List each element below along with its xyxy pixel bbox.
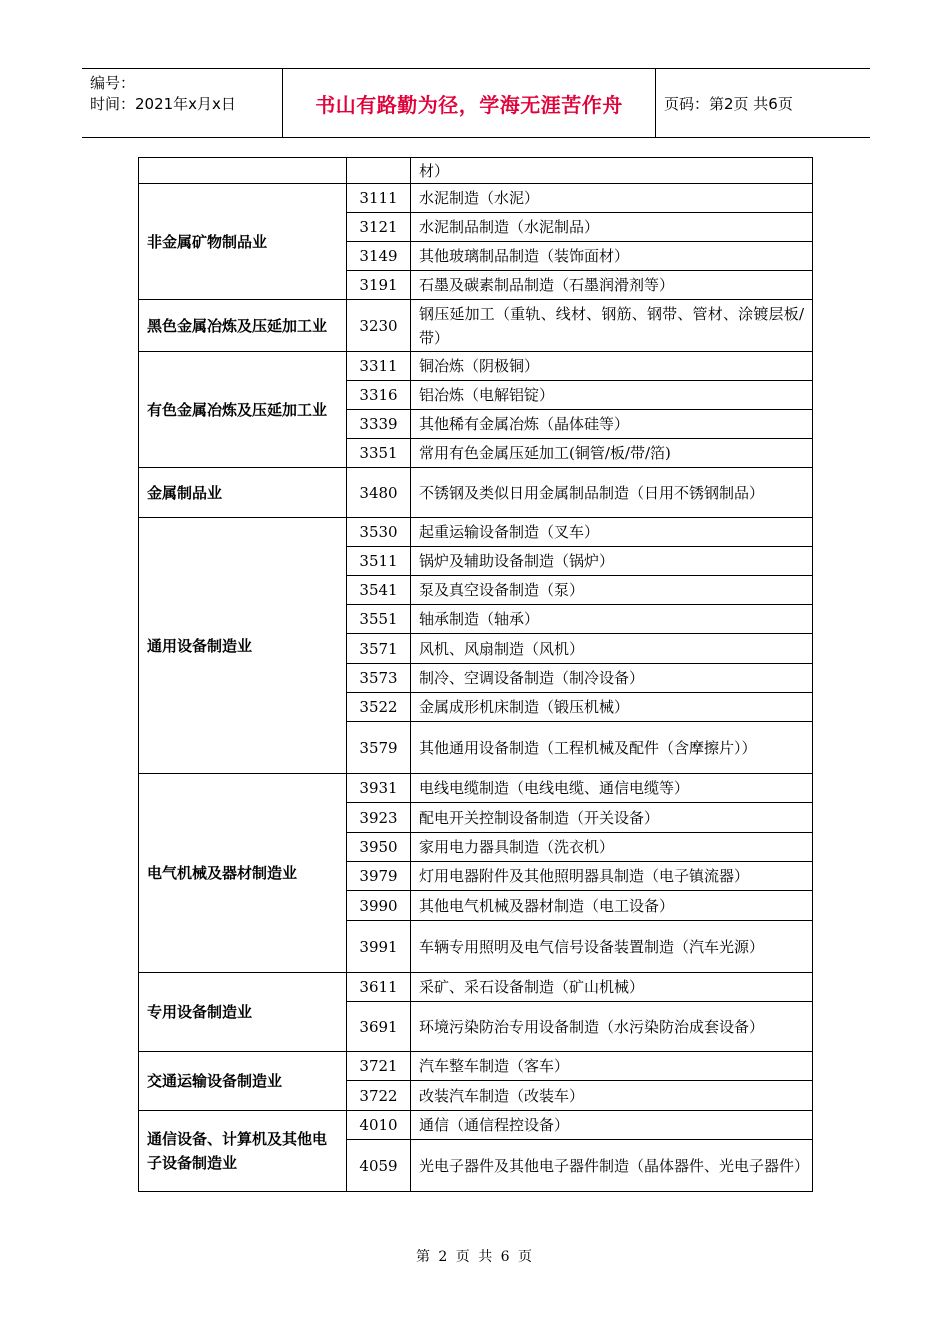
description-cell: 铝冶炼（电解铝锭）	[411, 381, 813, 410]
category-cell: 通用设备制造业	[139, 518, 347, 774]
description-cell: 其他稀有金属冶炼（晶体硅等）	[411, 410, 813, 439]
category-cell: 金属制品业	[139, 468, 347, 518]
description-cell: 起重运输设备制造（叉车）	[411, 518, 813, 547]
description-cell: 其他电气机械及器材制造（电工设备）	[411, 891, 813, 921]
description-cell: 制冷、空调设备制造（制冷设备）	[411, 664, 813, 693]
category-cell: 有色金属冶炼及压延加工业	[139, 352, 347, 468]
code-cell: 3721	[347, 1052, 411, 1081]
code-cell: 3149	[347, 242, 411, 271]
code-cell: 3530	[347, 518, 411, 547]
category-cell: 专用设备制造业	[139, 973, 347, 1052]
code-cell: 4059	[347, 1140, 411, 1192]
code-cell: 3571	[347, 634, 411, 664]
code-cell: 3722	[347, 1081, 411, 1111]
category-cell: 黑色金属冶炼及压延加工业	[139, 300, 347, 352]
code-cell: 3551	[347, 605, 411, 634]
code-cell: 3522	[347, 693, 411, 722]
description-cell: 锅炉及辅助设备制造（锅炉）	[411, 547, 813, 576]
code-cell: 3191	[347, 271, 411, 300]
code-cell: 3611	[347, 973, 411, 1002]
description-cell: 环境污染防治专用设备制造（水污染防治成套设备）	[411, 1002, 813, 1052]
description-cell: 采矿、采石设备制造（矿山机械）	[411, 973, 813, 1002]
number-label: 编号：	[90, 74, 136, 92]
description-cell: 泵及真空设备制造（泵）	[411, 576, 813, 605]
code-cell: 3480	[347, 468, 411, 518]
table-row	[139, 1111, 813, 1140]
description-cell: 车辆专用照明及电气信号设备装置制造（汽车光源）	[411, 921, 813, 973]
header-divider	[655, 69, 656, 137]
description-cell: 电线电缆制造（电线电缆、通信电缆等）	[411, 774, 813, 803]
code-cell: 3311	[347, 352, 411, 381]
code-cell: 3979	[347, 862, 411, 891]
header-motto: 书山有路勤为径，学海无涯苦作舟	[315, 92, 623, 117]
category-cell: 交通运输设备制造业	[139, 1052, 347, 1111]
code-cell: 3316	[347, 381, 411, 410]
description-cell: 光电子器件及其他电子器件制造（晶体器件、光电子器件）	[411, 1140, 813, 1192]
table-row	[139, 352, 813, 381]
code-cell: 3339	[347, 410, 411, 439]
table-row	[139, 184, 813, 213]
page-footer: 第 2 页 共 6 页	[415, 1249, 535, 1265]
code-cell: 3573	[347, 664, 411, 693]
code-cell: 3691	[347, 1002, 411, 1052]
code-cell: 3990	[347, 891, 411, 921]
category-cell	[139, 158, 347, 184]
category-cell: 通信设备、计算机及其他电子设备制造业	[139, 1111, 347, 1192]
table-row	[139, 518, 813, 547]
table-row	[139, 468, 813, 518]
description-cell: 金属成形机床制造（锻压机械）	[411, 693, 813, 722]
description-cell: 汽车整车制造（客车）	[411, 1052, 813, 1081]
code-cell: 3511	[347, 547, 411, 576]
time-label: 时间：2021年x月x日	[90, 95, 236, 113]
description-cell: 通信（通信程控设备）	[411, 1111, 813, 1140]
code-cell: 3991	[347, 921, 411, 973]
code-cell: 3121	[347, 213, 411, 242]
code-cell: 3111	[347, 184, 411, 213]
description-cell: 其他玻璃制品制造（装饰面材）	[411, 242, 813, 271]
table-row	[139, 1052, 813, 1081]
description-cell: 常用有色金属压延加工(铜管/板/带/箔)	[411, 439, 813, 468]
page-header	[82, 68, 870, 138]
code-cell: 3541	[347, 576, 411, 605]
industry-table	[138, 157, 813, 1192]
description-cell: 其他通用设备制造（工程机械及配件（含摩擦片））	[411, 722, 813, 774]
code-cell: 4010	[347, 1111, 411, 1140]
header-meta	[90, 73, 236, 115]
code-cell: 3230	[347, 300, 411, 352]
page-code: 页码：第2页 共6页	[664, 94, 793, 113]
description-cell: 配电开关控制设备制造（开关设备）	[411, 803, 813, 833]
description-cell: 改装汽车制造（改装车）	[411, 1081, 813, 1111]
table-row	[139, 158, 813, 184]
table-row	[139, 774, 813, 803]
table-row	[139, 973, 813, 1002]
code-cell: 3351	[347, 439, 411, 468]
description-cell: 水泥制造（水泥）	[411, 184, 813, 213]
description-cell: 材）	[411, 158, 813, 184]
description-cell: 家用电力器具制造（洗衣机）	[411, 833, 813, 862]
description-cell: 灯用电器附件及其他照明器具制造（电子镇流器）	[411, 862, 813, 891]
description-cell: 轴承制造（轴承）	[411, 605, 813, 634]
code-cell	[347, 158, 411, 184]
description-cell: 风机、风扇制造（风机）	[411, 634, 813, 664]
code-cell: 3923	[347, 803, 411, 833]
code-cell: 3579	[347, 722, 411, 774]
description-cell: 水泥制品制造（水泥制品）	[411, 213, 813, 242]
category-cell: 电气机械及器材制造业	[139, 774, 347, 973]
description-cell: 石墨及碳素制品制造（石墨润滑剂等）	[411, 271, 813, 300]
description-cell: 钢压延加工（重轨、线材、钢筋、钢带、管材、涂镀层板/带）	[411, 300, 813, 352]
description-cell: 铜冶炼（阴极铜）	[411, 352, 813, 381]
code-cell: 3950	[347, 833, 411, 862]
code-cell: 3931	[347, 774, 411, 803]
table-row	[139, 300, 813, 352]
category-cell: 非金属矿物制品业	[139, 184, 347, 300]
description-cell: 不锈钢及类似日用金属制品制造（日用不锈钢制品）	[411, 468, 813, 518]
